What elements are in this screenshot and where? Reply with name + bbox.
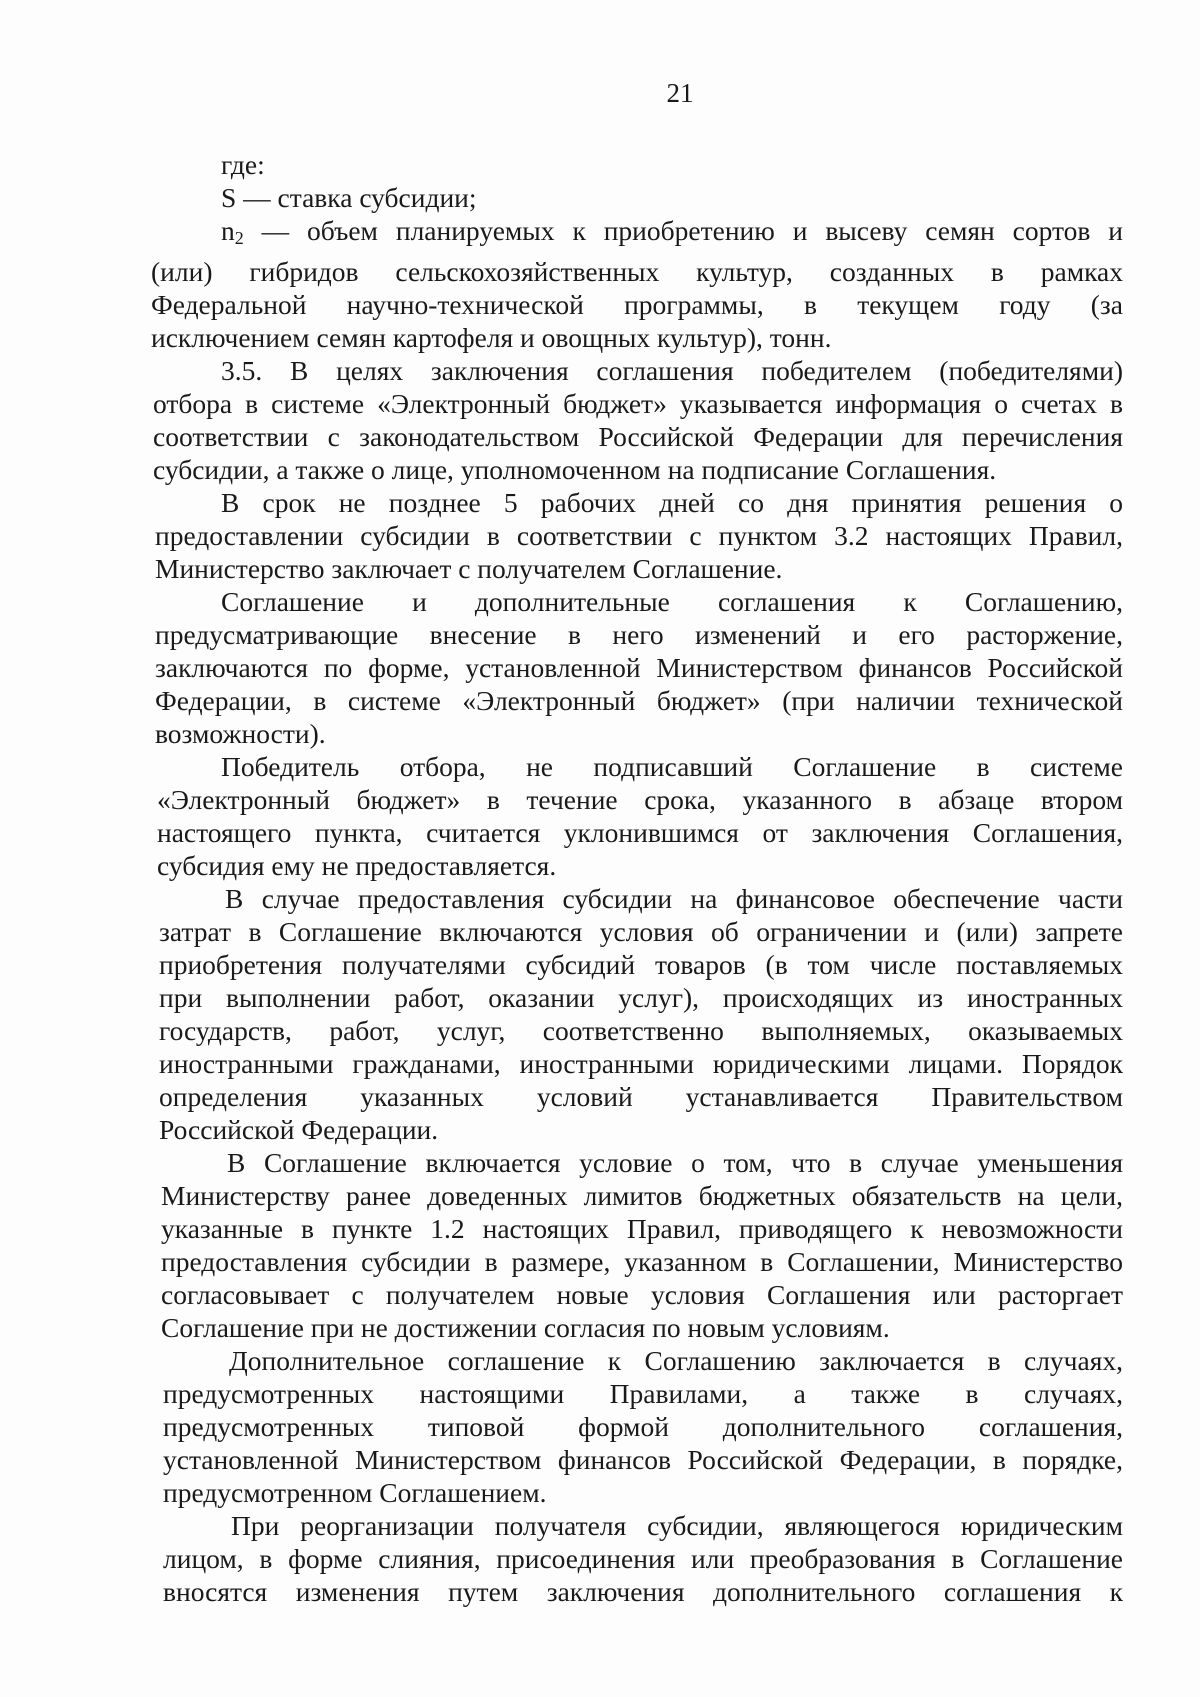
- text-line: предоставления субсидии в размере, указанном в Соглашении, Министерство: [161, 1246, 1123, 1277]
- text-line: установленной Министерством финансов Российской Федерации, в порядке,: [163, 1444, 1123, 1475]
- text-line: Федерации, в системе «Электронный бюджет» (при наличии технической: [155, 685, 1123, 716]
- text-line: S — ставка субсидии;: [221, 182, 477, 213]
- text-line: отбора в системе «Электронный бюджет» указывается информация о счетах в: [153, 388, 1123, 419]
- text-line: предусмотренном Соглашением.: [163, 1477, 547, 1508]
- text-line: При реорганизации получателя субсидии, являющегося юридическим: [231, 1510, 1123, 1541]
- text-line: [163, 214, 1123, 255]
- variable-subscript: 2: [234, 228, 244, 248]
- text-line: согласовывает с получателем новые условия Соглашения или расторгает: [161, 1279, 1123, 1310]
- text-line: В Соглашение включается условие о том, что в случае уменьшения: [227, 1147, 1123, 1178]
- paragraph-3-5-first-line: 3.5. В целях заключения соглашения победителем (победителями): [221, 355, 1123, 386]
- text-line: Федеральной научно-технической программы, в текущем году (за: [151, 289, 1123, 320]
- text-line: предусмотренных настоящими Правилами, а также в случаях,: [163, 1378, 1123, 1409]
- text-line: исключением семян картофеля и овощных культур), тонн.: [151, 322, 832, 353]
- text-line: «Электронный бюджет» в течение срока, указанного в абзаце втором: [157, 784, 1123, 815]
- text-line: возможности).: [155, 718, 326, 749]
- text-line: Министерству ранее доведенных лимитов бюджетных обязательств на цели,: [161, 1180, 1123, 1211]
- text-line: Дополнительное соглашение к Соглашению заключается в случаях,: [229, 1345, 1123, 1376]
- text-line: лицом, в форме слияния, присоединения или преобразования в Соглашение: [163, 1543, 1123, 1574]
- text-line: Победитель отбора, не подписавший Соглашение в системе: [221, 751, 1123, 782]
- text-line: соответствии с законодательством Российской Федерации для перечисления: [153, 421, 1123, 452]
- text-line: (или) гибридов сельскохозяйственных культур, созданных в рамках: [151, 256, 1123, 287]
- text-line: указанные в пункте 1.2 настоящих Правил, приводящего к невозможности: [161, 1213, 1123, 1244]
- text-line: заключаются по форме, установленной Министерством финансов Российской: [155, 652, 1123, 683]
- text-line: Российской Федерации.: [159, 1114, 439, 1145]
- document-body: [151, 148, 1123, 1608]
- text-line: иностранными гражданами, иностранными юридическими лицами. Порядок: [159, 1048, 1123, 1079]
- text-line: предоставлении субсидии в соответствии с пунктом 3.2 настоящих Правил,: [155, 520, 1123, 551]
- variable-n: n: [221, 215, 235, 246]
- text-line: В срок не позднее 5 рабочих дней со дня принятия решения о: [221, 487, 1123, 518]
- text-line: при выполнении работ, оказании услуг), происходящих из иностранных: [159, 982, 1123, 1013]
- text-line: Министерство заключает с получателем Соглашение.: [155, 553, 783, 584]
- text-line: затрат в Соглашение включаются условия об ограничении и (или) запрете: [159, 916, 1123, 947]
- text-line: приобретения получателями субсидий товаров (в том числе поставляемых: [159, 949, 1123, 980]
- text-line: вносятся изменения путем заключения дополнительного соглашения к: [163, 1576, 1123, 1607]
- text-fragment: — объем планируемых к приобретению и высеву семян сортов и: [243, 215, 1123, 246]
- text-line: В случае предоставления субсидии на финансовое обеспечение части: [225, 883, 1123, 914]
- text-line: Соглашение и дополнительные соглашения к Соглашению,: [221, 586, 1123, 617]
- text-line: субсидия ему не предоставляется.: [157, 850, 557, 881]
- text-line: где:: [221, 149, 265, 180]
- text-line: предусмотренных типовой формой дополнительного соглашения,: [163, 1411, 1123, 1442]
- text-line: предусматривающие внесение в него изменений и его расторжение,: [155, 619, 1123, 650]
- page-number: 21: [666, 78, 694, 108]
- text-line: субсидии, а также о лице, уполномоченном на подписание Соглашения.: [153, 454, 997, 485]
- text-line: определения указанных условий устанавливается Правительством: [159, 1081, 1123, 1112]
- text-line: Соглашение при не достижении согласия по новым условиям.: [161, 1312, 890, 1343]
- text-line: государств, работ, услуг, соответственно выполняемых, оказываемых: [159, 1015, 1123, 1046]
- text-line: настоящего пункта, считается уклонившимся от заключения Соглашения,: [157, 817, 1123, 848]
